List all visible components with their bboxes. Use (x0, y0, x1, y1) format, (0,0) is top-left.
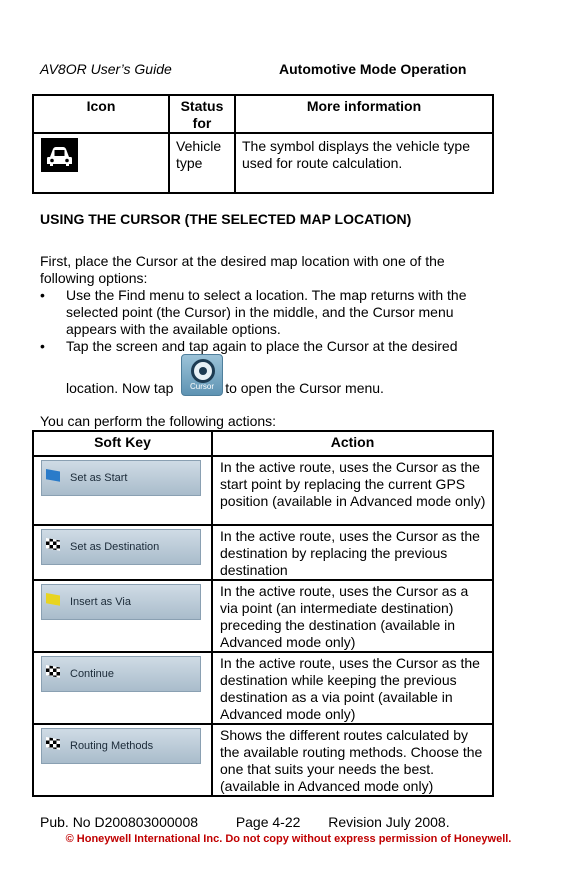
softkey-cell (33, 525, 212, 580)
list-item (40, 287, 490, 338)
table-row (33, 580, 493, 652)
section-heading: USING THE CURSOR (THE SELECTED MAP LOCATION) (40, 211, 412, 227)
routing-methods-button[interactable] (41, 728, 201, 764)
softkey-label: Insert as Via (70, 596, 131, 608)
softkey-label: Continue (70, 668, 115, 680)
options-list (40, 287, 490, 338)
bullet-marker: • (40, 338, 45, 354)
icon-cell (33, 133, 169, 193)
continue-button[interactable] (41, 656, 201, 692)
checkered-flag-icon (46, 665, 60, 682)
status-cell: Vehicle type (169, 133, 235, 193)
footer-publication (40, 814, 450, 830)
actions-intro: You can perform the following actions: (40, 413, 277, 429)
header-guide-title: AV8OR User’s Guide (40, 61, 172, 77)
insert-as-via-button[interactable] (41, 584, 201, 620)
col-header-icon: Icon (33, 95, 169, 133)
col-header-more-info: More information (235, 95, 493, 133)
softkey-cell (33, 724, 212, 796)
cursor-instruction-pre: location. Now tap (66, 380, 174, 396)
col-header-soft-key: Soft Key (33, 431, 212, 456)
bullet-text: Tap the screen and tap again to place the Cursor at the desired (66, 338, 458, 354)
icon-info-table (32, 94, 494, 194)
col-header-action: Action (212, 431, 493, 456)
softkey-cell (33, 456, 212, 525)
softkey-label: Routing Methods (70, 740, 154, 752)
softkey-label: Set as Start (70, 472, 128, 484)
page-number: Page 4-22 (235, 814, 301, 830)
table-row (33, 456, 493, 525)
set-as-start-button[interactable] (41, 460, 201, 496)
info-cell: The symbol displays the vehicle type used for route calculation. (235, 133, 493, 193)
actions-table (32, 430, 494, 797)
cursor-instruction (66, 380, 384, 397)
table-row (33, 652, 493, 724)
bullet-text: Use the Find menu to select a location. The map returns with the selected point (the Cursor) in the middle, and the Cursor menu appears with the available options. (66, 287, 467, 337)
cursor-instruction-post: to open the Cursor menu. (225, 380, 384, 396)
softkey-cell (33, 580, 212, 652)
action-cell: Shows the different routes calculated by the available routing methods. Choose the one that suits your needs the best.(available in Advanced mode only) (212, 724, 493, 796)
checkered-flag-icon (46, 538, 60, 555)
yellow-flag-icon (46, 593, 60, 610)
action-cell: In the active route, uses the Cursor as a via point (an intermediate destination) preceding the destination (available in Advanced mode only) (212, 580, 493, 652)
table-row (33, 133, 493, 193)
action-cell: In the active route, uses the Cursor as the destination while keeping the previous destination as a via point (available in Advanced mode only) (212, 652, 493, 724)
pub-number: Pub. No D200803000008 (40, 814, 199, 830)
bullet-marker: • (40, 287, 45, 303)
car-icon (41, 138, 78, 172)
action-cell: In the active route, uses the Cursor as the start point by replacing the current GPS position (available in Advanced mode only) (212, 456, 493, 525)
softkey-cell (33, 652, 212, 724)
copyright-notice: © Honeywell International Inc. Do not copy without express permission of Honeywell. (65, 833, 512, 845)
table-row (33, 525, 493, 580)
revision-date: Revision July 2008. (328, 814, 450, 830)
set-as-destination-button[interactable] (41, 529, 201, 565)
intro-paragraph: First, place the Cursor at the desired map location with one of the following options: (40, 253, 445, 286)
action-cell: In the active route, uses the Cursor as the destination by replacing the previous destination (212, 525, 493, 580)
cursor-button-label: Cursor (189, 382, 214, 391)
softkey-label: Set as Destination (70, 541, 160, 553)
header-section-title: Automotive Mode Operation (279, 61, 467, 77)
checkered-flag-icon (46, 737, 60, 754)
cursor-button (181, 354, 223, 396)
table-row (33, 724, 493, 796)
col-header-status: Status for (169, 95, 235, 133)
target-icon (191, 359, 215, 383)
blue-flag-icon (46, 469, 60, 486)
